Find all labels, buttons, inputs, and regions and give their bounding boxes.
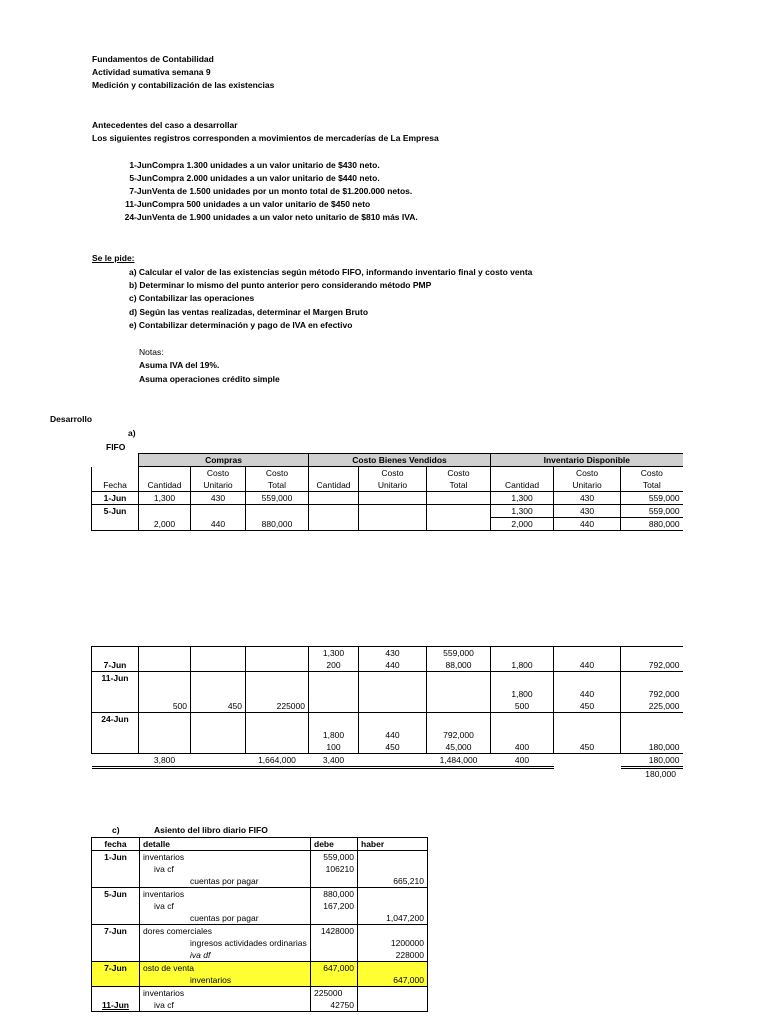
cell: 450 (554, 741, 621, 754)
item-date: 5-Jun (129, 173, 152, 183)
cell: cuentas por pagar (140, 875, 311, 888)
journal-row (92, 863, 428, 875)
group-header: Inventario Disponible (491, 454, 683, 467)
cell: 1,800 (491, 684, 554, 700)
cell: iva df (140, 949, 311, 962)
note: Asuma IVA del 19%. (139, 360, 220, 370)
table-row (92, 672, 683, 685)
cell: 880,000 (246, 518, 309, 531)
note: Asuma operaciones crédito simple (139, 374, 280, 384)
col-header: Total (621, 479, 683, 492)
cell: 880,000 (621, 518, 683, 531)
cell: 440 (359, 725, 427, 741)
part-a-label: a) (128, 428, 136, 438)
cell: iva cf (140, 900, 311, 912)
col-header: Costo (621, 467, 683, 480)
col-header: haber (358, 838, 428, 851)
cell: 24-Jun (92, 713, 139, 726)
col-header: Costo (191, 467, 246, 480)
cell: 2,000 (491, 518, 554, 531)
table-row (92, 684, 683, 700)
cell: osto de venta (140, 962, 311, 975)
item-date: 24-Jun (124, 212, 152, 222)
cell: 440 (359, 659, 427, 672)
doc-title-1: Fundamentos de Contabilidad (92, 54, 214, 64)
cell: 180,000 (621, 741, 683, 754)
sepide-item: a) Calcular el valor de las existencias según método FIFO, informando inventario final y costo venta (129, 267, 533, 277)
cell: 228000 (358, 949, 428, 962)
cell: 665,210 (358, 875, 428, 888)
item-date: 1-Jun (129, 160, 152, 170)
journal-row-highlighted (92, 974, 428, 987)
col-header: Unitario (359, 479, 427, 492)
cell: 2,000 (139, 518, 191, 531)
desarrollo-title: Desarrollo (50, 414, 93, 424)
cell: dores comerciales (140, 925, 311, 938)
cell: ingresos actividades ordinarias (140, 937, 311, 949)
cell: 440 (191, 518, 246, 531)
col-header: fecha (92, 838, 140, 851)
col-header: Costo (359, 467, 427, 480)
table-row (92, 518, 683, 531)
cell: 500 (491, 700, 554, 713)
antecedentes-title: Antecedentes del caso a desarrollar (92, 120, 238, 130)
cell: 450 (359, 741, 427, 754)
sepide-title: Se le pide: (92, 253, 135, 263)
col-header: Cantidad (491, 479, 554, 492)
cell: 3,800 (139, 754, 191, 768)
cell: 5-Jun (92, 888, 140, 901)
cell: 500 (139, 700, 191, 713)
cell: 430 (554, 492, 621, 505)
cell: inventarios (140, 987, 311, 1000)
cell: 440 (554, 684, 621, 700)
sepide-item: e) Contabilizar determinación y pago de IVA en efectivo (129, 320, 353, 330)
cell: 106210 (311, 863, 358, 875)
cell: 42750 (311, 999, 358, 1012)
cell: 1,664,000 (246, 754, 309, 768)
journal-title: Asiento del libro diario FIFO (154, 825, 268, 835)
group-header: Costo Bienes Vendidos (309, 454, 491, 467)
journal-row-highlighted (92, 962, 428, 975)
cell: 559,000 (621, 505, 683, 518)
cell: 88,000 (427, 659, 491, 672)
col-header: Unitario (554, 479, 621, 492)
cell: 450 (191, 700, 246, 713)
cell: 225000 (311, 987, 358, 1000)
table-row (92, 713, 683, 726)
item-text: Compra 2.000 unidades a un valor unitario de $440 neto. (152, 173, 380, 183)
cell: 430 (191, 492, 246, 505)
journal-row (92, 937, 428, 949)
item-text: Venta de 1.500 unidades por un monto total de $1.200.000 netos. (152, 186, 413, 196)
final-inventory: 180,000 (645, 769, 676, 779)
col-header: debe (311, 838, 358, 851)
col-header: Cantidad (139, 479, 191, 492)
table-row (92, 492, 683, 505)
journal-row (92, 987, 428, 1000)
cell: 7-Jun (92, 659, 139, 672)
cell: iva cf (140, 863, 311, 875)
journal-row (92, 999, 428, 1012)
cell: 430 (554, 505, 621, 518)
cell: 559,000 (246, 492, 309, 505)
cell: 400 (491, 754, 554, 768)
table-row (92, 741, 683, 754)
cell: 792,000 (621, 659, 683, 672)
cell: 1200000 (358, 937, 428, 949)
cell: 559,000 (427, 647, 491, 660)
journal-row (92, 851, 428, 864)
cell: iva cf (140, 999, 311, 1012)
item-text: Compra 500 unidades a un valor unitario de $450 neto (152, 199, 371, 209)
col-header: Costo (427, 467, 491, 480)
cell: 1,300 (491, 505, 554, 518)
journal-row (92, 875, 428, 888)
cell: 1-Jun (92, 851, 140, 864)
cell: 792,000 (648, 689, 680, 699)
journal-table (91, 837, 428, 1012)
cell: 1428000 (311, 925, 358, 938)
cell: cuentas por pagar (140, 912, 311, 925)
sepide-item: c) Contabilizar las operaciones (129, 293, 255, 303)
table-row (92, 505, 683, 518)
cell: 167,200 (311, 900, 358, 912)
cell: 559,000 (311, 851, 358, 864)
cell: 1,047,200 (358, 912, 428, 925)
item-text: Compra 1.300 unidades a un valor unitario de $430 neto. (152, 160, 380, 170)
table-row (92, 725, 683, 741)
cell: 792,000 (427, 725, 491, 741)
cell: 440 (554, 518, 621, 531)
cell: 1,800 (309, 725, 359, 741)
item-date: 7-Jun (129, 186, 152, 196)
cell: 1,800 (491, 659, 554, 672)
cell: 200 (309, 659, 359, 672)
sepide-item: d) Según las ventas realizadas, determinar el Margen Bruto (129, 307, 369, 317)
cell: 7-Jun (92, 962, 140, 975)
cell: 1,300 (139, 492, 191, 505)
col-header: Total (427, 479, 491, 492)
cell: 440 (554, 659, 621, 672)
cell: 7-Jun (92, 925, 140, 938)
item-date: 11-Jun (125, 199, 152, 209)
doc-title-2: Actividad sumativa semana 9 (92, 67, 211, 77)
cell: 1,484,000 (427, 754, 491, 768)
cell: 400 (491, 741, 554, 754)
col-header: Fecha (92, 479, 139, 492)
cell: 100 (309, 741, 359, 754)
cell: 880,000 (311, 888, 358, 901)
col-header: Cantidad (309, 479, 359, 492)
cell: 1-Jun (92, 492, 139, 505)
cell: 1,300 (309, 647, 359, 660)
cell: 225000 (246, 700, 309, 713)
doc-title-3: Medición y contabilización de las existencias (92, 80, 275, 90)
cell: 180,000 (621, 754, 683, 768)
cell: 225,000 (621, 700, 683, 713)
cell: 3,400 (309, 754, 359, 768)
group-header: Compras (139, 454, 309, 467)
cell: 45,000 (427, 741, 491, 754)
item-text: Venta de 1.900 unidades a un valor neto unitario de $810 más IVA. (152, 212, 418, 222)
cell: 11-Jun (92, 999, 140, 1012)
antecedentes-subtitle: Los siguientes registros corresponden a movimientos de mercaderías de La Empresa (92, 133, 439, 143)
col-header: detalle (140, 838, 311, 851)
cell: inventarios (140, 851, 311, 864)
journal-row (92, 949, 428, 962)
fifo-table (91, 453, 683, 531)
journal-row (92, 888, 428, 901)
part-c-label: c) (112, 825, 120, 835)
table-row (92, 659, 683, 672)
col-header: Costo (246, 467, 309, 480)
cell: inventarios (140, 888, 311, 901)
table-row (92, 647, 683, 660)
sepide-item: b) Determinar lo mismo del punto anterior pero considerando método PMP (129, 280, 432, 290)
table-row (92, 700, 683, 713)
journal-row (92, 925, 428, 938)
col-header: Costo (554, 467, 621, 480)
cell: inventarios (140, 974, 311, 987)
cell: 647,000 (358, 974, 428, 987)
cell: 1,300 (491, 492, 554, 505)
fifo-table-continued (91, 646, 683, 769)
cell: 11-Jun (92, 672, 139, 685)
cell: 647,000 (311, 962, 358, 975)
fifo-label: FIFO (106, 442, 126, 452)
col-header: Total (246, 479, 309, 492)
totals-row (92, 754, 683, 768)
journal-row (92, 900, 428, 912)
col-header: Unitario (191, 479, 246, 492)
cell: 450 (554, 700, 621, 713)
journal-row (92, 912, 428, 925)
cell: 559,000 (621, 492, 683, 505)
cell: 5-Jun (92, 505, 139, 518)
cell: 430 (359, 647, 427, 660)
notes-title: Notas: (139, 347, 164, 357)
